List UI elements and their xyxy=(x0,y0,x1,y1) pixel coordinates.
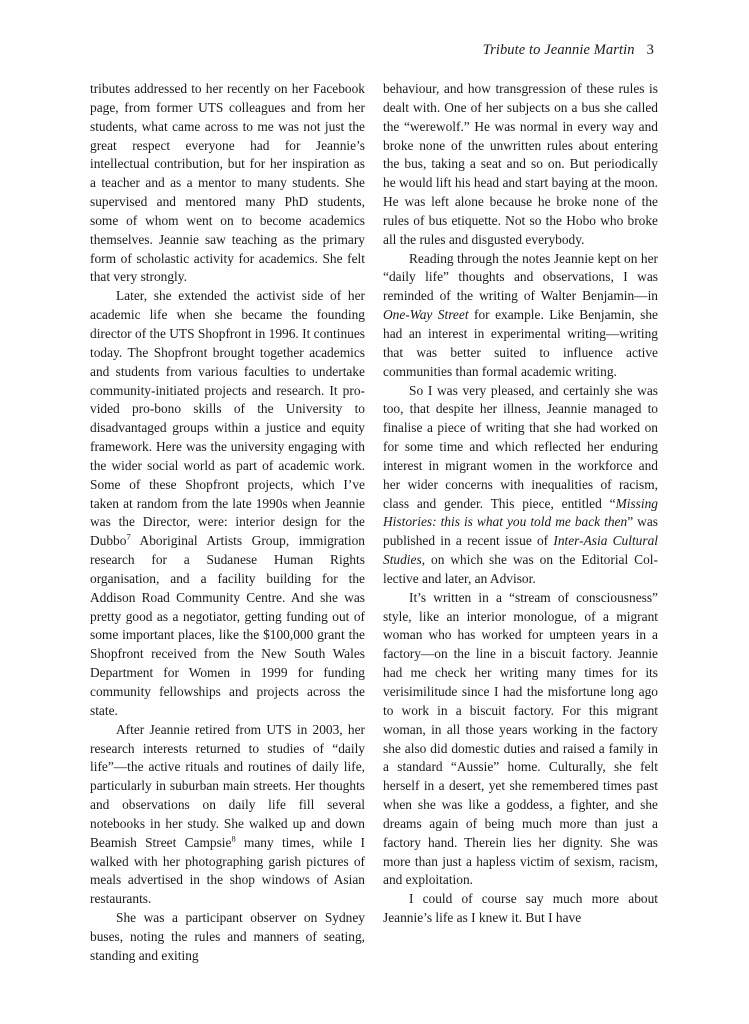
paragraph-text: ” was published in a recent issue of xyxy=(383,514,658,549)
paragraph-text: Reading through the notes Jeannie kept on her “daily life” thoughts and observations, I was reminded of the writing of Walter Benjamin—in xyxy=(383,250,658,304)
paragraph xyxy=(383,382,658,589)
paragraph-text: many times, while I walked with her photographing garish pictures of meals advertised in the shop windows of Asian restaurants. xyxy=(90,834,365,907)
paragraph: behaviour, and how transgression of these rules is dealt with. One of her subjects on a bus she called the “werewolf.” He was normal in every way and broke none of the unwritten rules about entering the bus, taking a seat and so on. But periodically he would lift his head and start baying at the moon. He was left alone because he broke none of the rules of bus etiquette. Not so the Hobo who broke all the rules and disgusted everybody. xyxy=(383,81,658,247)
article-title: Missing Histories: this is what you told me back then xyxy=(383,495,658,530)
journal-title: Inter-Asia Cultural Studies xyxy=(383,533,658,568)
book-title: One-Way Street xyxy=(383,307,469,323)
footnote-marker: 7 xyxy=(126,531,131,542)
paragraph-text: So I was very pleased, and certainly she was too, that despite her illness, Jeannie managed to finalise a piece of writing that she had worked on for some time and which reflected her enduring interest in migrant women in the workforce and her wider concerns with inequalities of racism, class and gender. This piece, entitled “ xyxy=(383,382,658,511)
paragraph: She was a participant observer on Sydney buses, noting the rules and manners of seating, standing and exiting xyxy=(90,910,365,963)
paragraph-text: After Jeannie retired from UTS in 2003, her research interests returned to studies of “daily life”—the active rituals and routines of daily life, particularly in suburban main streets. Her thoughts and observations on daily life fill several notebooks in her study. She walked up and down Beamish Street Campsie xyxy=(90,721,365,850)
paragraph xyxy=(383,250,658,382)
paragraph: It’s written in a “stream of consciousness” style, like an interior monologue, of a migrant woman who has worked for umpteen years in a factory—on the line in a biscuit factory. Jeannie had me check her writing many times for its verisimilitude since I had the misfortune long ago to work in a biscuit factory. For this migrant woman, in all those years working in the factory she also did domestic duties and raised a family in a standard “Aussie” home. Culturally, she felt herself in a desert, yet she remembered times past when she was like a goddess, a fighter, and she dreams again of being much more than just a factory hand. Therein lies her dignity. She was more than just a hapless victim of sexism, racism, and exploitation. xyxy=(383,589,658,888)
running-header xyxy=(483,42,654,59)
paragraph-text: Later, she extended the activist side of her academic life when she became the founding director of the UTS Shopfront in 1996. It continues today. The Shopfront brought together academics and students from various faculties to undertake community-initiated projects and research. It provided pro-bono skills of the University to disadvantaged groups within a justice and equity framework. Here was the university engaging with the wider social world as part of academic work. Some of these Shopfront projects, which I’ve taken at random from the late 1990s when Jeannie was the Director, were: interior design for the Dubbo xyxy=(90,288,365,549)
running-title: Tribute to Jeannie Martin xyxy=(482,42,635,58)
right-column xyxy=(383,80,658,928)
paragraph: I could of course say much more about Jeannie’s life as I knew it. But I have xyxy=(383,891,658,926)
page-number: 3 xyxy=(646,42,654,58)
paragraph-text: Aboriginal Artists Group, immigration research for a Sudanese Human Rights organisation, and a facility building for the Addison Road Community Centre. And she was pretty good as a negotiator, getting funding out of some important places, like the $100,000 grant the Shopfront received from the New South Wales Department for Women in 1999 for funding community fellowships and projects across the state. xyxy=(90,533,365,718)
paragraph xyxy=(90,721,365,909)
paragraph-text: for example. Like Benjamin, she had an interest in experimental writing—writing that was better suited to influence active communities than formal academic writing. xyxy=(383,307,659,379)
footnote-marker: 8 xyxy=(231,833,236,844)
paragraph-text: , on which she was on the Editorial Collective and later, an Advisor. xyxy=(383,552,658,586)
paragraph xyxy=(90,287,365,720)
paragraph: tributes addressed to her recently on her Facebook page, from former UTS colleagues and from her students, what came across to me was not just the great respect everyone had for Jeannie’s intellectual contribution, but for her inspiration as a teacher and as a mentor to many students. She supervised and mentored many PhD students, some of whom went on to become academics themselves. Jeannie saw teaching as the primary form of scholastic activity for academics. She felt that very strongly. xyxy=(90,81,365,285)
left-column xyxy=(90,80,365,966)
